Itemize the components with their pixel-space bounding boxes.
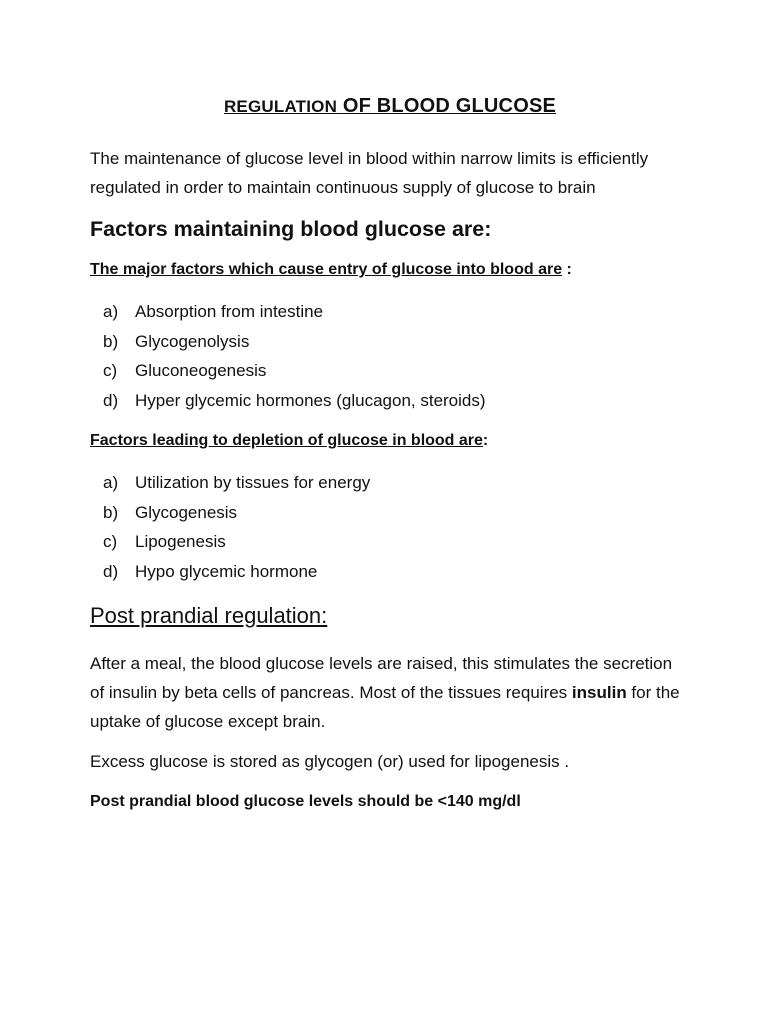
- depletion-subheading-suffix: :: [482, 432, 489, 449]
- list-item: [103, 468, 690, 498]
- list-marker: a): [103, 302, 119, 321]
- list-marker: b): [103, 502, 119, 522]
- postprandial-text-b: for the uptake of glucose except brain.: [90, 683, 680, 731]
- depletion-factors-list: [90, 468, 690, 586]
- list-item: [103, 527, 690, 557]
- list-item: [103, 386, 690, 416]
- list-item-text: Utilization by tissues for energy: [135, 473, 371, 492]
- list-item-text: Hypo glycemic hormone: [135, 561, 318, 581]
- insulin-emphasis: insulin: [571, 683, 627, 702]
- list-item-text: Glycogenesis: [135, 502, 238, 522]
- list-marker: c): [103, 361, 118, 380]
- list-item: [103, 327, 690, 357]
- postprandial-heading: Post prandial regulation:: [90, 603, 328, 628]
- list-item: [103, 498, 690, 528]
- entry-factors-list: [90, 297, 690, 415]
- list-item-text: Glycogenolysis: [135, 331, 250, 351]
- list-marker: b): [103, 331, 119, 351]
- list-marker: d): [103, 390, 119, 410]
- list-item: [103, 557, 690, 587]
- list-item: [103, 356, 690, 386]
- depletion-subheading: [90, 430, 690, 452]
- postprandial-text-a: After a meal, the blood glucose levels are raised, this stimulates the secretion of insulin by beta cells of pancreas. Most of the tissues requires: [90, 654, 673, 702]
- entry-subheading-text: The major factors which cause entry of glucose into blood are: [90, 261, 563, 278]
- list-item-text: Gluconeogenesis: [135, 361, 267, 380]
- list-item: [103, 297, 690, 327]
- glucose-target-statement: Post prandial blood glucose levels should be <140 mg/dl: [90, 793, 521, 810]
- intro-paragraph: The maintenance of glucose level in blood within narrow limits is efficiently regulated in order to maintain continuous supply of glucose to brain: [90, 149, 649, 197]
- list-marker: d): [103, 561, 119, 581]
- list-item-text: Absorption from intestine: [135, 302, 324, 321]
- entry-subheading-suffix: :: [562, 261, 572, 278]
- depletion-subheading-text: Factors leading to depletion of glucose in blood are: [90, 432, 483, 449]
- list-marker: c): [103, 532, 118, 551]
- list-marker: a): [103, 473, 119, 492]
- list-item-text: Hyper glycemic hormones (glucagon, steroids): [135, 390, 486, 410]
- postprandial-paragraph: [90, 649, 690, 736]
- factors-heading: Factors maintaining blood glucose are:: [90, 217, 492, 241]
- excess-glucose-paragraph: Excess glucose is stored as glycogen (or) used for lipogenesis .: [90, 752, 570, 771]
- title-part-2: OF BLOOD GLUCOSE: [337, 95, 557, 117]
- list-item-text: Lipogenesis: [135, 532, 226, 551]
- document-page: [90, 95, 690, 816]
- title-part-1: REGULATION: [223, 97, 338, 116]
- entry-subheading: [90, 259, 690, 281]
- document-title: [90, 95, 690, 118]
